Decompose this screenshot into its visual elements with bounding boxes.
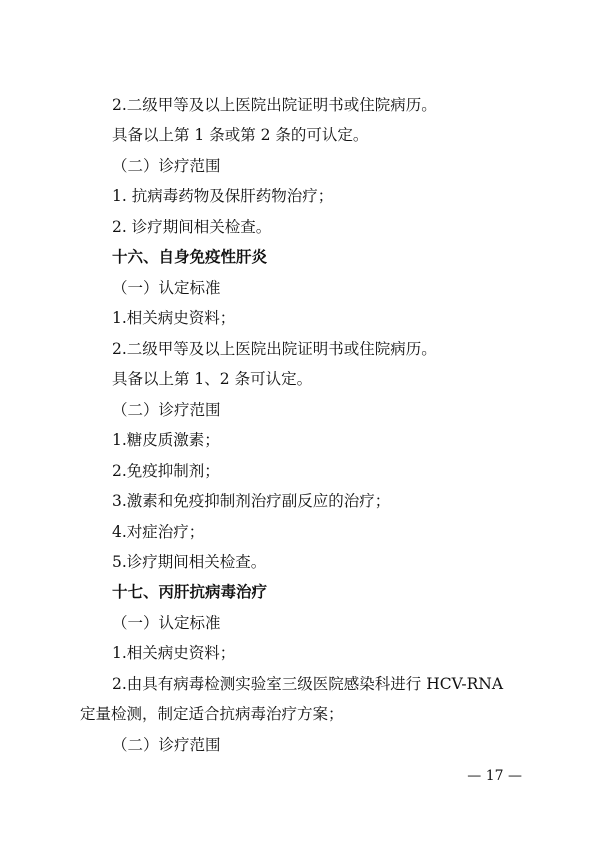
list-item: 2. 诊疗期间相关检查。 [112,218,272,236]
list-item: 1.糖皮质激素； [112,431,220,449]
subsection-heading: （二）诊疗范围 [112,401,221,419]
list-item: 1. 抗病毒药物及保肝药物治疗； [112,187,334,205]
list-item: 1.相关病史资料； [112,644,236,662]
list-item: 2.由具有病毒检测实验室三级医院感染科进行 HCV-RNA [112,675,504,693]
subsection-heading: （二）诊疗范围 [112,736,221,754]
list-item: 3.激素和免疫抑制剂治疗副反应的治疗； [112,492,391,510]
list-item: 2.二级甲等及以上医院出院证明书或住院病历。 [112,340,437,358]
section-heading: 十六、自身免疫性肝炎 [112,248,268,266]
text-line: 定量检测，制定适合抗病毒治疗方案； [80,705,344,723]
text-line: 具备以上第 1 条或第 2 条的可认定。 [112,126,369,144]
page-number: — 17 — [467,768,522,784]
list-item: 2.免疫抑制剂； [112,462,220,480]
list-item: 5.诊疗期间相关检查。 [112,553,267,571]
subsection-heading: （一）认定标准 [112,614,221,632]
text-line: 2.二级甲等及以上医院出院证明书或住院病历。 [112,96,437,114]
subsection-heading: （一）认定标准 [112,279,221,297]
text-line: 具备以上第 1、2 条可认定。 [112,370,313,388]
section-heading: 十七、丙肝抗病毒治疗 [112,583,268,601]
subsection-heading: （二）诊疗范围 [112,157,221,175]
list-item: 4.对症治疗； [112,523,205,541]
list-item: 1.相关病史资料； [112,309,236,327]
